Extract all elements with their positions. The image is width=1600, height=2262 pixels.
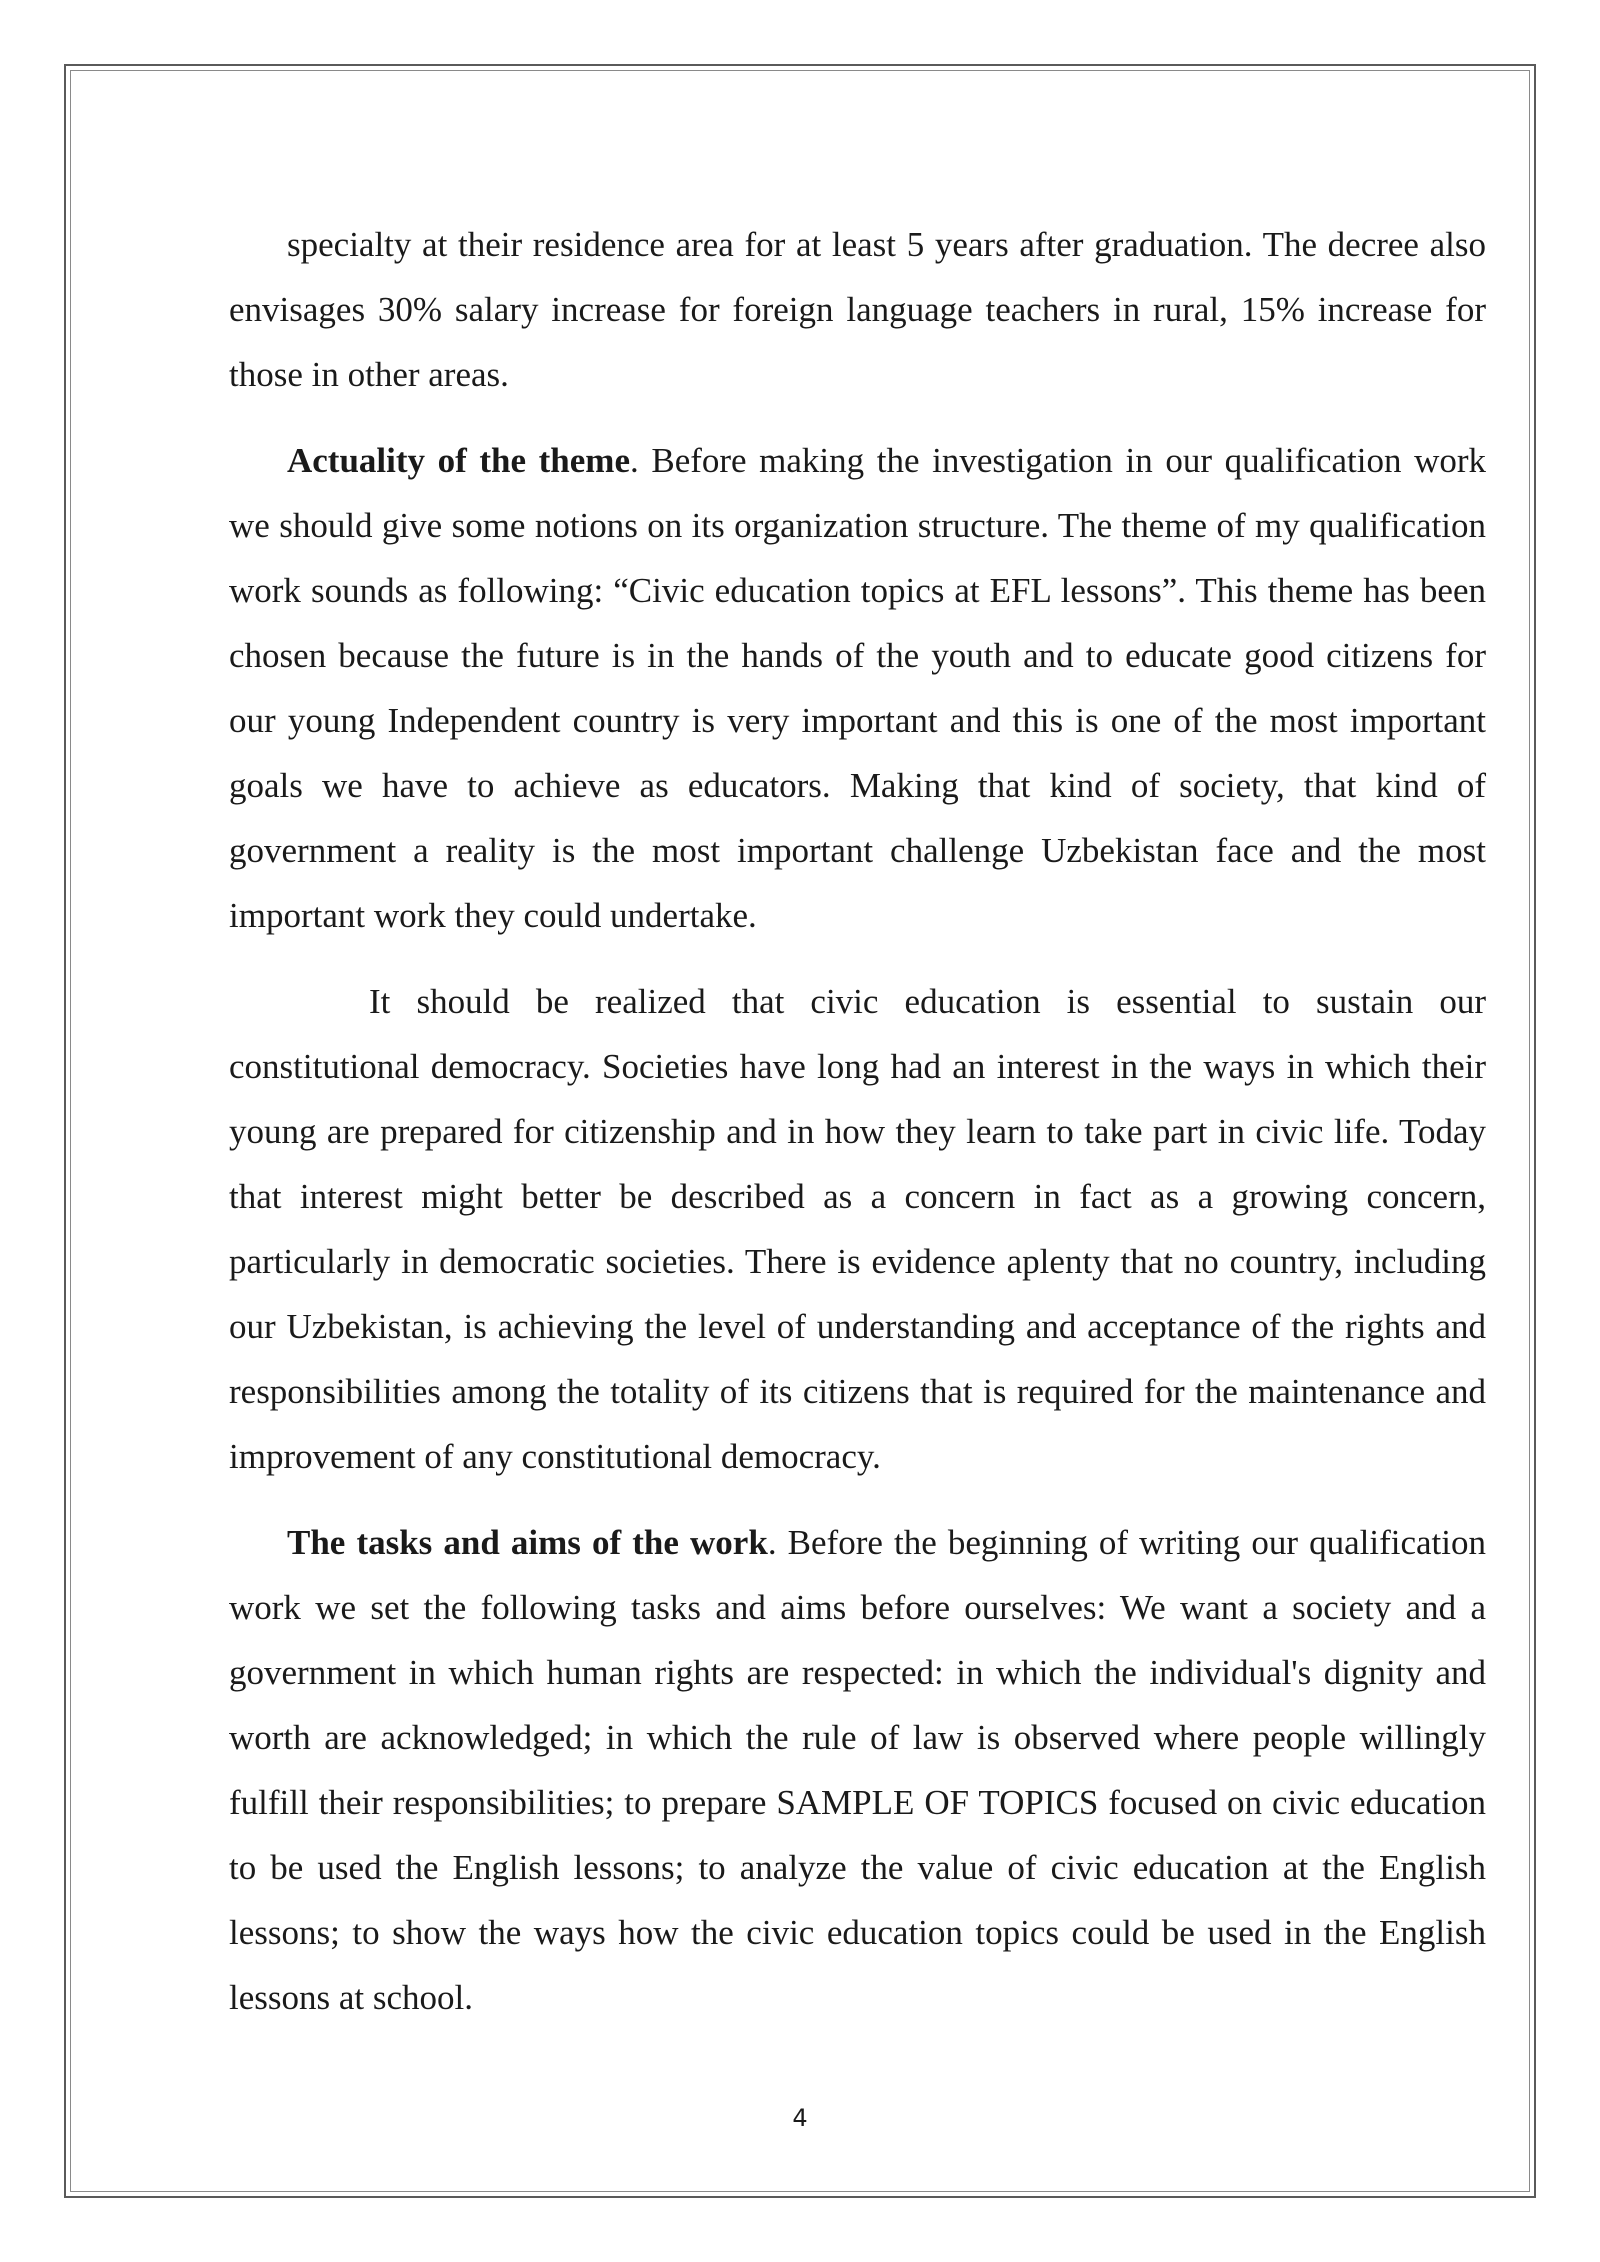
paragraph-tasks-and-aims bbox=[229, 1510, 1486, 2030]
page-number: 4 bbox=[792, 2104, 808, 2132]
paragraph-civic-education bbox=[229, 969, 1486, 1489]
paragraph-text: . Before the beginning of writing our qualification work we set the following tasks and aims before ourselves: We want a society and a government in which human rights are respected: in which the individual's dignity and worth are acknowledged; in which the rule of law is observed where people willingly fulfill their responsibilities; to prepare SAMPLE OF TOPICS focused on civic education to be used the English lessons; to analyze the value of civic education at the English lessons; to show the ways how the civic education topics could be used in the English lessons at school. bbox=[229, 1523, 1486, 2017]
paragraph-text: specialty at their residence area for at least 5 years after graduation. The decree also envisages 30% salary increase for foreign language teachers in rural, 15% increase for those in other areas. bbox=[229, 225, 1486, 394]
paragraph-text: It should be realized that civic education is essential to sustain our constitutional democracy. Societies have long had an interest in the ways in which their young are prepared for citizenship and in how they learn to take part in civic life. Today that interest might better be described as a concern in fact as a growing concern, particularly in democratic societies. There is evidence aplenty that no country, including our Uzbekistan, is achieving the level of understanding and acceptance of the rights and responsibilities among the totality of its citizens that is required for the maintenance and improvement of any constitutional democracy. bbox=[229, 982, 1486, 1476]
paragraph-continuation bbox=[229, 212, 1486, 407]
paragraph-text: . Before making the investigation in our qualification work we should give some notions on its organization structure. The theme of my qualification work sounds as following: “Civic education topics at EFL lessons”. This theme has been chosen because the future is in the hands of the youth and to educate good citizens for our young Independent country is very important and this is one of the most important goals we have to achieve as educators. Making that kind of society, that kind of government a reality is the most important challenge Uzbekistan face and the most important work they could undertake. bbox=[229, 441, 1487, 935]
paragraph-heading: Actuality of the theme bbox=[287, 441, 630, 480]
document-body bbox=[229, 212, 1486, 2030]
paragraph-actuality-of-theme bbox=[229, 428, 1486, 948]
paragraph-heading: The tasks and aims of the work bbox=[287, 1523, 768, 1562]
